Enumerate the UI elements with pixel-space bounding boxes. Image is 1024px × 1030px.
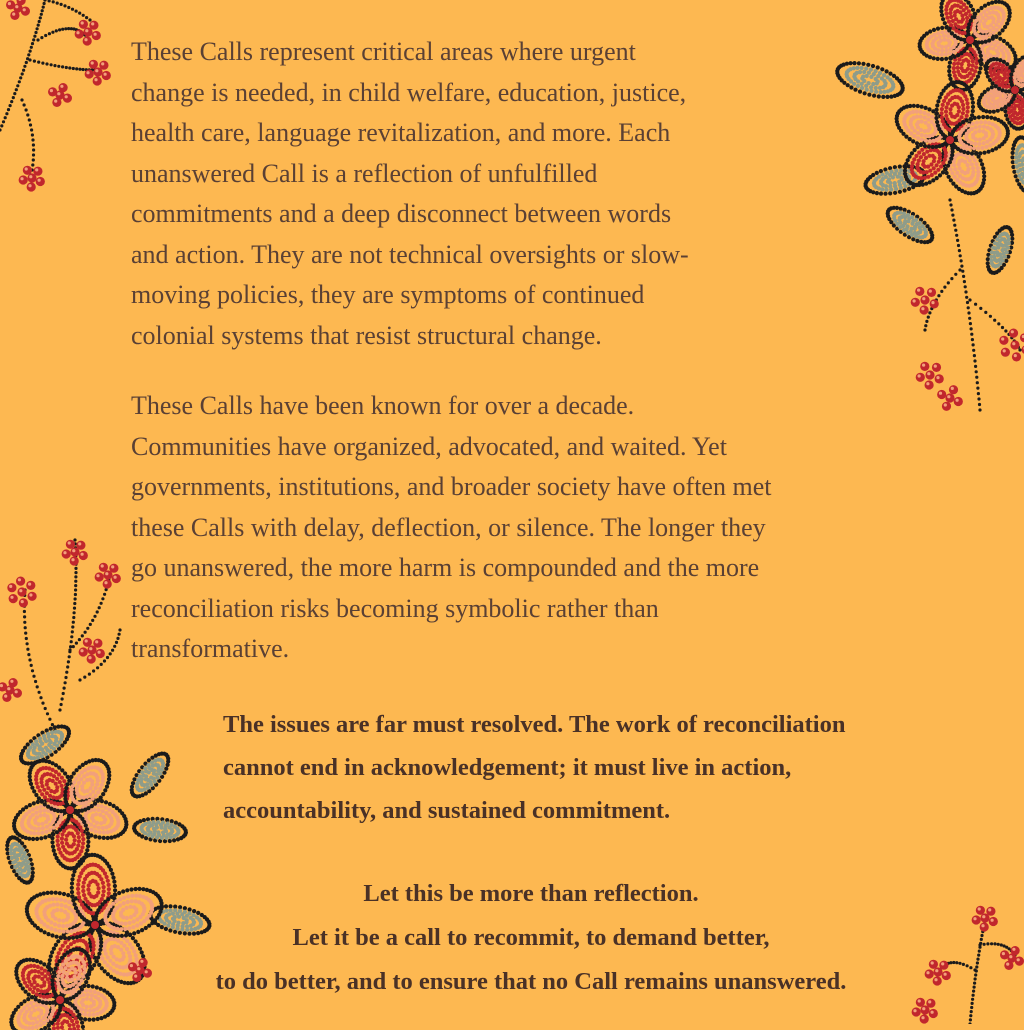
text-line: Let it be a call to recommit, to demand better, — [0, 916, 1024, 960]
text-line: go unanswered, the more harm is compounded and the more — [131, 548, 771, 589]
text-line: these Calls with delay, deflection, or silence. The longer they — [131, 508, 771, 549]
text-line: transformative. — [131, 629, 771, 670]
text-line: colonial systems that resist structural change. — [131, 316, 689, 357]
closing-call-to-action — [0, 872, 1024, 1004]
text-line: accountability, and sustained commitment. — [223, 789, 845, 832]
floral-cluster-top-right-icon — [800, 0, 1024, 420]
berry-branch-top-left-icon — [0, 0, 140, 200]
text-line: unanswered Call is a reflection of unfulfilled — [131, 154, 689, 195]
text-line: to do better, and to ensure that no Call remains unanswered. — [0, 960, 1024, 1004]
text-line: These Calls have been known for over a decade. — [131, 386, 771, 427]
text-line: moving policies, they are symptoms of continued — [131, 275, 689, 316]
text-line: Let this be more than reflection. — [0, 872, 1024, 916]
paragraph-calls-known-decade — [131, 386, 771, 670]
text-line: change is needed, in child welfare, education, justice, — [131, 73, 689, 114]
text-line: These Calls represent critical areas where urgent — [131, 32, 689, 73]
text-line: cannot end in acknowledgement; it must live in action, — [223, 746, 845, 789]
text-line: reconciliation risks becoming symbolic rather than — [131, 589, 771, 630]
text-line: commitments and a deep disconnect between words — [131, 194, 689, 235]
text-line: The issues are far must resolved. The work of reconciliation — [223, 703, 845, 746]
paragraph-calls-critical-areas — [131, 32, 689, 356]
paragraph-reconciliation-statement — [223, 703, 845, 832]
text-line: governments, institutions, and broader society have often met — [131, 467, 771, 508]
text-line: Communities have organized, advocated, and waited. Yet — [131, 427, 771, 468]
text-line: health care, language revitalization, and more. Each — [131, 113, 689, 154]
text-line: and action. They are not technical oversights or slow- — [131, 235, 689, 276]
